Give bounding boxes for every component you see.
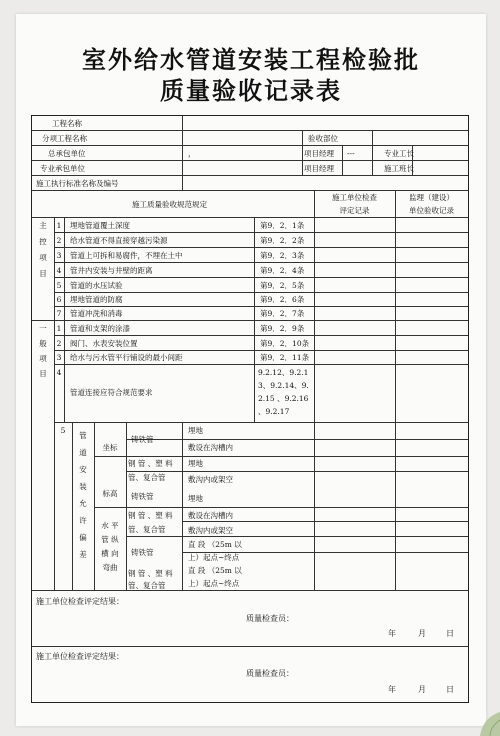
general-item-text: 管道连接应符合规范要求 xyxy=(70,388,153,397)
main-item-text: 埋地管道覆土深度 xyxy=(70,221,130,230)
general-item-ref-line: 2.15 、9.2.16 xyxy=(258,394,309,403)
main-item-ref: 第9．2．7条 xyxy=(260,309,305,318)
cast-iron-label: 铸铁管 xyxy=(131,548,154,557)
overhead-label: 敷沟内或架空 xyxy=(188,526,233,535)
steel-label-line2: 管、复合管 xyxy=(128,525,166,534)
year-label: 年 xyxy=(388,629,396,638)
project-manager-label: 项目经理 xyxy=(304,149,334,158)
standard-label: 施工执行标准名称及编号 xyxy=(36,179,119,188)
item5-label-char: 装 xyxy=(79,482,87,491)
in-trench-label: 敷设在沟槽内 xyxy=(188,511,233,520)
main-item-ref: 第9．2．1条 xyxy=(260,221,305,230)
team-leader-label: 施工班长 xyxy=(384,164,414,173)
item5-label-char: 许 xyxy=(79,516,87,525)
buried-label: 埋地 xyxy=(188,494,203,503)
straight-a-line1: 直 段 （25m 以 xyxy=(188,540,242,549)
acceptance-part-label: 验收部位 xyxy=(308,134,338,143)
general-item-text: 管道和支架的涂漆 xyxy=(70,324,130,333)
steel-label-line2: 管、复合管 xyxy=(128,581,166,590)
main-item-ref: 第9．2．3条 xyxy=(260,251,305,260)
main-item-no: 6 xyxy=(56,295,62,304)
main-label-4: 目 xyxy=(39,269,47,278)
day-label: 日 xyxy=(446,685,454,694)
in-trench-label: 敷设在沟槽内 xyxy=(188,443,233,452)
spec-column-header: 施工质量验收规范规定 xyxy=(132,200,207,209)
leaf-decoration-icon xyxy=(470,706,500,736)
item5-label-char: 管 xyxy=(79,431,87,440)
main-item-text: 管道上可拆和易腐件，不埋在土中 xyxy=(70,251,183,260)
main-item-no: 1 xyxy=(56,221,62,230)
main-item-text: 管道冲洗和消毒 xyxy=(70,309,123,318)
steel-label-line1: 钢 管 、塑 料 xyxy=(128,459,173,468)
main-item-ref: 第9．2．4条 xyxy=(260,266,305,275)
project-manager-value: --- xyxy=(347,149,355,158)
main-item-text: 给水管道不得直接穿越污染源 xyxy=(70,236,168,245)
straight-b-line1: 直 段 （25m 以 xyxy=(188,566,242,575)
main-item-no: 2 xyxy=(56,236,62,245)
sub-project-label: 分项工程名称 xyxy=(42,134,87,143)
main-item-no: 4 xyxy=(56,266,62,275)
main-item-no: 5 xyxy=(56,281,62,290)
main-label-2: 控 xyxy=(39,237,47,246)
general-item-ref: 第9．2．9条 xyxy=(260,324,305,333)
item5-no: 5 xyxy=(60,426,66,435)
main-label-3: 项 xyxy=(39,253,47,262)
check-header-line1: 施工单位检查 xyxy=(332,193,377,202)
main-item-text: 埋地管道的防腐 xyxy=(70,295,123,304)
buried-label: 埋地 xyxy=(188,426,203,435)
overhead-label: 敷沟内或架空 xyxy=(188,475,233,484)
horiz-label-line: 弯曲 xyxy=(102,563,118,572)
general-contractor-label: 总承包单位 xyxy=(48,149,86,158)
main-item-text: 管井内安装与井壁的距离 xyxy=(70,266,153,275)
check-header-line2: 评定记录 xyxy=(339,206,370,215)
cast-iron-label: 铸铁管 xyxy=(131,435,154,444)
general-item-no: 2 xyxy=(56,339,62,348)
main-item-no: 3 xyxy=(56,251,62,260)
form-title-line2: 质量验收记录表 xyxy=(160,77,342,105)
month-label: 月 xyxy=(418,685,426,694)
general-item-ref-line: 9.2.12、9.2.1 xyxy=(258,368,309,377)
form-title-line1: 室外给水管道安装工程检验批 xyxy=(82,46,420,74)
general-label-1: 一 xyxy=(39,324,47,333)
main-label-1: 主 xyxy=(39,221,47,230)
supervisor-result-label: 施工单位检查评定结果： xyxy=(36,652,124,661)
main-item-ref: 第9．2．2条 xyxy=(260,236,305,245)
inspector-label: 质量检查员： xyxy=(246,614,294,623)
general-item-text: 给水与污水管平行铺设的最小间距 xyxy=(70,353,183,362)
steel-label-line2: 管、复合管 xyxy=(128,473,166,482)
general-item-ref: 第9．2．10条 xyxy=(260,339,310,348)
elev-label: 标高 xyxy=(102,489,118,498)
general-item-no: 1 xyxy=(56,324,62,333)
supervisor-header-line2: 单位验收记录 xyxy=(409,206,454,215)
main-item-text: 管道的水压试验 xyxy=(70,281,123,290)
steel-label-line1: 钢 管 、塑 料 xyxy=(128,569,173,578)
general-item-ref-line: 3、9.2.14、9. xyxy=(258,381,309,390)
supervisor-header-line1: 监理（建设） xyxy=(409,193,454,202)
general-item-text: 阀门、水表安装位置 xyxy=(70,339,138,348)
specialty-foreman-label: 专业工长 xyxy=(384,149,414,158)
general-label-3: 项 xyxy=(39,354,47,363)
month-label: 月 xyxy=(418,629,426,638)
item5-label-char: 差 xyxy=(79,550,87,559)
horiz-label-line: 水 平 xyxy=(101,521,119,530)
day-label: 日 xyxy=(446,629,454,638)
horiz-label-line: 横 向 xyxy=(101,549,119,558)
general-label-2: 般 xyxy=(39,339,47,348)
item5-label-char: 允 xyxy=(79,499,87,508)
general-contractor-mark: ， xyxy=(188,149,196,158)
horiz-label-line: 管 纵 xyxy=(101,535,119,544)
general-item-ref-line: 、9.2.17 xyxy=(258,407,290,416)
cast-iron-label: 铸铁管 xyxy=(131,492,154,501)
specialty-subcontractor-label: 专业承包单位 xyxy=(40,164,85,173)
general-item-no: 4 xyxy=(56,368,62,377)
item5-label-char: 偏 xyxy=(79,533,87,542)
main-item-ref: 第9．2．6条 xyxy=(260,295,305,304)
item5-label-char: 道 xyxy=(79,448,87,457)
item5-label-char: 安 xyxy=(79,465,87,474)
straight-a-line2: 上）起点~终点 xyxy=(188,553,240,562)
year-label: 年 xyxy=(388,685,396,694)
steel-label-line1: 钢 管 、塑 料 xyxy=(128,511,173,520)
coord-label: 坐标 xyxy=(102,443,118,452)
inspector-label: 质量检查员： xyxy=(246,669,294,678)
project-name-label: 工程名称 xyxy=(52,119,82,128)
project-manager2-label: 项目经理 xyxy=(304,164,334,173)
general-item-ref: 第9．2．11条 xyxy=(260,353,310,362)
inspection-form-table xyxy=(31,115,469,703)
general-item-no: 3 xyxy=(56,353,62,362)
main-item-no: 7 xyxy=(56,309,62,318)
contractor-result-label: 施工单位检查评定结果： xyxy=(36,597,124,606)
buried-label: 埋地 xyxy=(188,459,203,468)
straight-b-line2: 上）起点~终点 xyxy=(188,579,240,588)
general-label-4: 目 xyxy=(39,369,47,378)
main-item-ref: 第9．2．5条 xyxy=(260,281,305,290)
